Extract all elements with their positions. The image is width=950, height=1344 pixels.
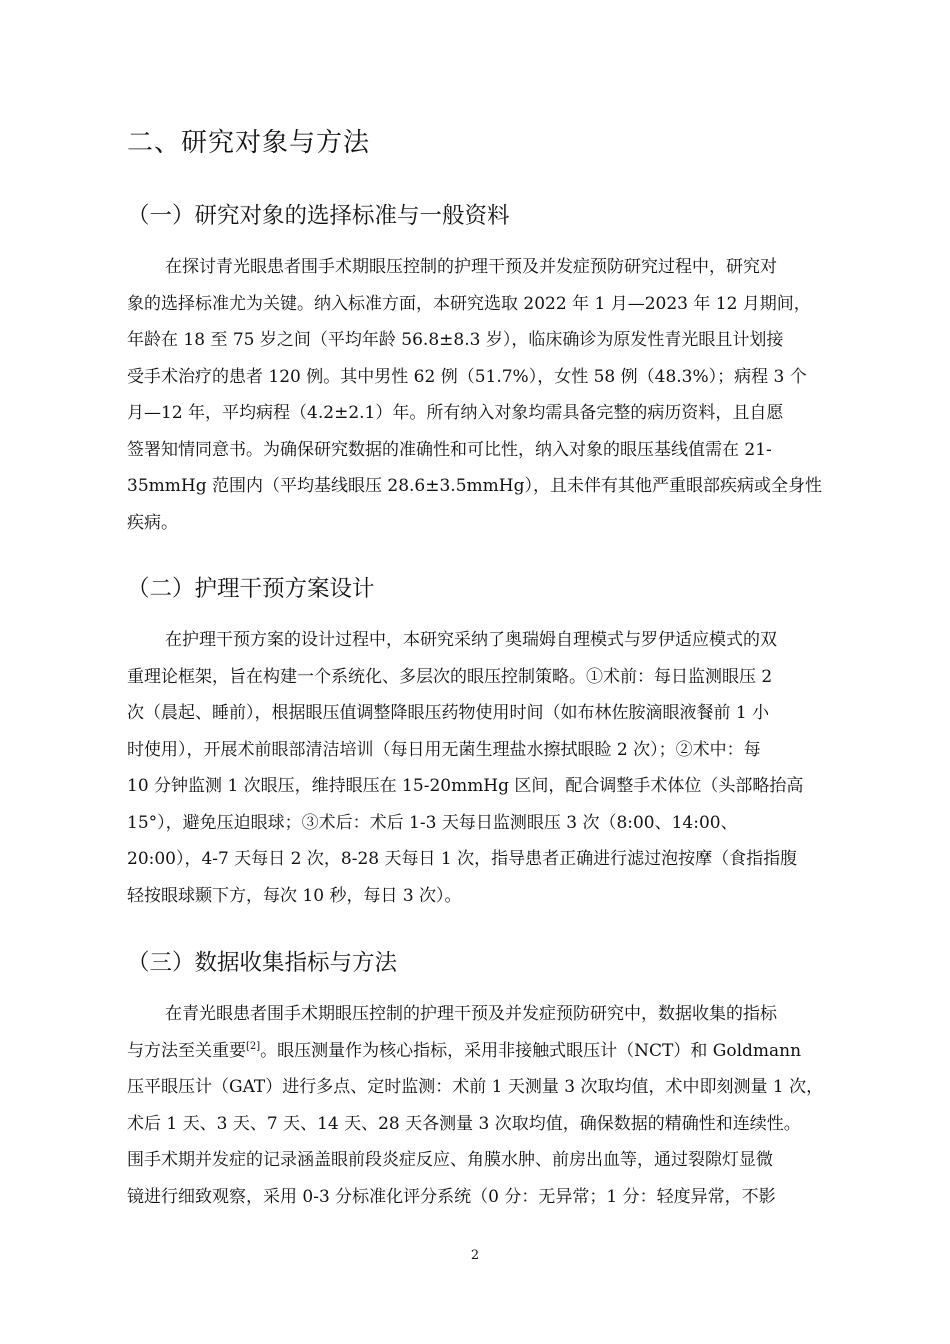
text-line: 年龄在 18 至 75 岁之间（平均年龄 56.8±8.3 岁），临床确诊为原发性青光眼且计划接	[127, 330, 784, 350]
text-line: 次（晨起、睡前），根据眼压值调整降眼压药物使用时间（如布林佐胺滴眼液餐前 1 小	[127, 703, 770, 723]
text-line: 时使用），开展术前眼部清洁培训（每日用无菌生理盐水擦拭眼睑 2 次）；②术中：每	[127, 739, 761, 760]
text-line-with-citation	[127, 1033, 863, 1070]
paragraph-1	[127, 249, 863, 541]
text-line: 疾病。	[127, 512, 178, 533]
subsection-heading-3: （三）数据收集指标与方法	[127, 950, 398, 976]
text-segment: 与方法至关重要	[127, 1040, 246, 1061]
text-line: 围手术期并发症的记录涵盖眼前段炎症反应、角膜水肿、前房出血等，通过裂隙灯显微	[127, 1150, 773, 1170]
text-line: 月—12 年，平均病程（4.2±2.1）年。所有纳入对象均需具备完整的病历资料，且自愿	[127, 403, 784, 423]
text-line: 10 分钟监测 1 次眼压，维持眼压在 15-20mmHg 区间，配合调整手术体位（头部略抬高	[127, 776, 804, 796]
text-line: 轻按眼球颞下方，每次 10 秒，每日 3 次）。	[127, 885, 462, 906]
paragraph-3	[127, 996, 863, 1215]
text-line: 重理论框架，旨在构建一个系统化、多层次的眼压控制策略。①术前：每日监测眼压 2	[127, 666, 773, 687]
text-line: 象的选择标准尤为关键。纳入标准方面，本研究选取 2022 年 1 月—2023 年 12 月期间，	[127, 293, 811, 314]
subsection-heading-1: （一）研究对象的选择标准与一般资料	[127, 203, 510, 229]
text-line: 在青光眼患者围手术期眼压控制的护理干预及并发症预防研究中，数据收集的指标	[165, 1004, 777, 1024]
text-line: 签署知情同意书。为确保研究数据的准确性和可比性，纳入对象的眼压基线值需在 21-	[127, 439, 772, 460]
text-line: 在探讨青光眼患者围手术期眼压控制的护理干预及并发症预防研究过程中，研究对	[165, 257, 777, 277]
subsection-heading-2: （二）护理干预方案设计	[127, 576, 375, 602]
text-line: 术后 1 天、3 天、7 天、14 天、28 天各测量 3 次取均值，确保数据的精确性和连续性。	[127, 1113, 801, 1134]
text-line: 在护理干预方案的设计过程中，本研究采纳了奥瑞姆自理模式与罗伊适应模式的双	[165, 630, 777, 650]
text-line: 15°），避免压迫眼球；③术后：术后 1-3 天每日监测眼压 3 次（8:00、14:00、	[127, 812, 738, 833]
text-line: 压平眼压计（GAT）进行多点、定时监测：术前 1 天测量 3 次取均值，术中即刻测量 1 次，	[127, 1077, 824, 1097]
text-line: 镜进行细致观察，采用 0-3 分标准化评分系统（0 分：无异常；1 分：轻度异常，不影	[127, 1186, 776, 1207]
page-number: 2	[470, 1248, 480, 1263]
section-title: 二、研究对象与方法	[127, 128, 371, 158]
text-segment: 。眼压测量作为核心指标，采用非接触式眼压计（NCT）和 Goldmann	[260, 1040, 802, 1061]
text-line: 35mmHg 范围内（平均基线眼压 28.6±3.5mmHg），且未伴有其他严重眼部疾病或全身性	[127, 476, 822, 496]
text-line: 受手术治疗的患者 120 例。其中男性 62 例（51.7%），女性 58 例（48.3%）；病程 3 个	[127, 366, 807, 387]
citation-marker: [2]	[246, 1040, 261, 1052]
paragraph-2	[127, 622, 863, 914]
text-line: 20:00），4-7 天每日 2 次，8-28 天每日 1 次，指导患者正确进行滤过泡按摩（食指指腹	[127, 849, 798, 869]
